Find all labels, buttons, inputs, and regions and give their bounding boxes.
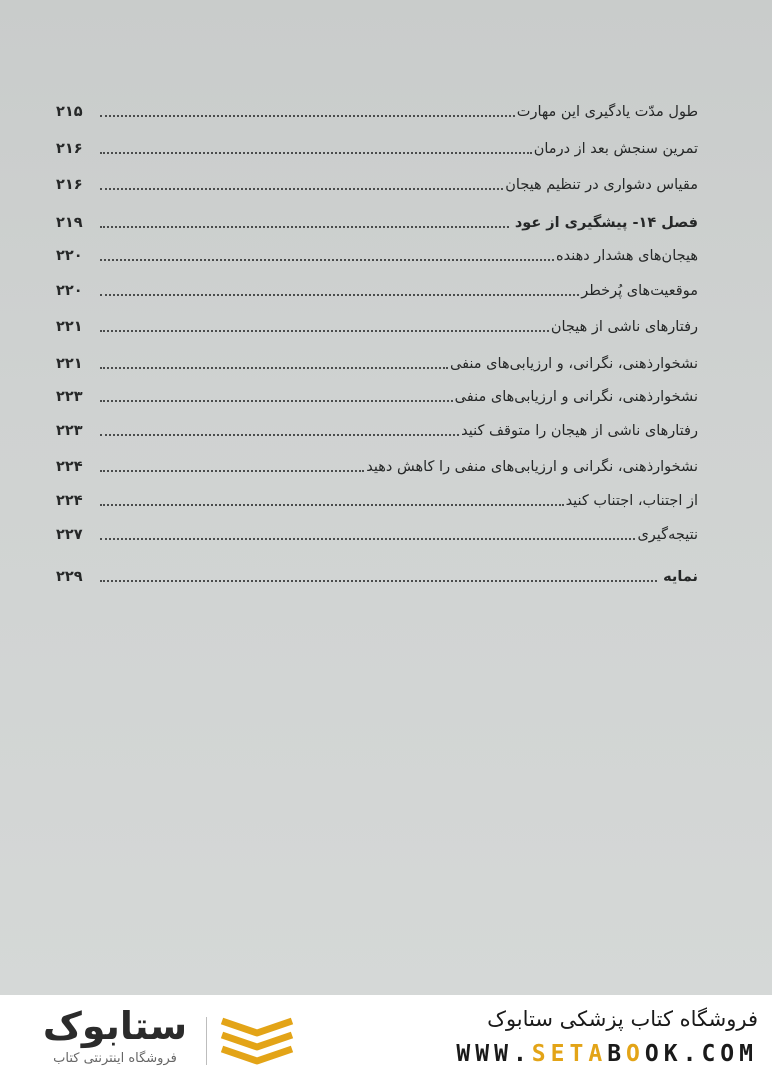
toc-entry-title: مقیاس دشواری در تنظیم هیجان — [505, 177, 698, 193]
dot-leader — [100, 399, 453, 402]
toc-entry-row — [56, 451, 698, 477]
dot-leader — [100, 329, 549, 332]
dot-leader — [100, 114, 515, 117]
dot-leader — [100, 503, 564, 506]
toc-page-number: ۲۲۳ — [56, 423, 83, 439]
toc-page-number: ۲۱۶ — [56, 141, 83, 157]
toc-entry-row — [56, 381, 698, 407]
toc-entry-row — [56, 415, 698, 441]
dot-leader — [100, 579, 657, 582]
toc-entry-title: نشخوارذهنی، نگرانی و ارزیابی‌های منفی — [454, 389, 698, 405]
toc-entry-row — [56, 311, 698, 337]
toc-page-number: ۲۲۰ — [56, 248, 83, 264]
toc-entry-row — [56, 169, 698, 195]
url-prefix: WWW. — [456, 1041, 532, 1067]
url-middle: B — [607, 1041, 627, 1067]
toc-entry-row — [56, 519, 698, 545]
dot-leader — [100, 225, 509, 228]
toc-page-number: ۲۲۴ — [56, 459, 83, 475]
toc-entry-title: رفتارهای ناشی از هیجان — [550, 319, 698, 335]
toc-page-number: ۲۱۹ — [56, 215, 83, 231]
toc-entry-title: از اجتناب، اجتناب کنید — [565, 493, 698, 509]
brand-tagline: فروشگاه اینترنتی کتاب — [53, 1051, 177, 1066]
dot-leader — [100, 293, 579, 296]
toc-chapter-row — [56, 561, 698, 587]
toc-entry-row — [56, 240, 698, 266]
dot-leader — [100, 469, 364, 472]
logo-divider — [206, 1017, 207, 1065]
brand-logo-text: ستابوک — [42, 1004, 188, 1048]
toc-page-number: ۲۲۱ — [56, 319, 83, 335]
toc-entry-row — [56, 275, 698, 301]
toc-entry-row — [56, 133, 698, 159]
store-name: فروشگاه کتاب پزشکی ستابوک — [487, 1007, 758, 1031]
toc-page-number: ۲۱۵ — [56, 104, 83, 120]
dot-leader — [100, 187, 503, 190]
toc-page-number: ۲۱۶ — [56, 177, 83, 193]
toc-entry-title: فصل ۱۴- پیشگیری از عود — [514, 215, 698, 231]
url-highlight-1: SETA — [531, 1041, 608, 1067]
toc-entry-title: نتیجه‌گیری — [637, 527, 698, 543]
dot-leader — [100, 433, 459, 436]
dot-leader — [100, 258, 554, 261]
toc-entry-title: نشخوارذهنی، نگرانی و ارزیابی‌های منفی را کاهش دهید — [366, 459, 698, 475]
toc-chapter-row — [56, 207, 698, 233]
toc-entry-title: رفتارهای ناشی از هیجان را متوقف کنید — [461, 423, 698, 439]
dot-leader — [100, 151, 532, 154]
toc-entry-title: موقعیت‌های پُرخطر — [581, 283, 698, 299]
toc-entry-title: نشخوارذهنی، نگرانی، و ارزیابی‌های منفی — [450, 356, 698, 372]
toc-entry-row — [56, 485, 698, 511]
toc-page-number: ۲۲۷ — [56, 527, 83, 543]
toc-entry-row — [56, 96, 698, 122]
toc-entry-title: طول مدّت یادگیری این مهارت — [516, 104, 698, 120]
dot-leader — [100, 366, 448, 369]
toc-page-number: ۲۲۳ — [56, 389, 83, 405]
url-highlight-2: O — [626, 1041, 645, 1067]
toc-page-number: ۲۲۹ — [56, 569, 83, 585]
toc-page-number: ۲۲۱ — [56, 356, 83, 372]
store-url[interactable] — [456, 1041, 758, 1067]
url-suffix: OK.COM — [644, 1041, 758, 1067]
toc-entry-row — [56, 348, 698, 374]
toc-page-number: ۲۲۰ — [56, 283, 83, 299]
toc-entry-title: هیجان‌های هشدار دهنده — [556, 248, 698, 264]
toc-page-number: ۲۲۴ — [56, 493, 83, 509]
book-stack-logo-icon — [218, 1013, 296, 1069]
dot-leader — [100, 537, 635, 540]
toc-entry-title: نمایه — [663, 569, 698, 585]
store-footer — [0, 995, 772, 1080]
toc-entry-title: تمرین سنجش بعد از درمان — [533, 141, 698, 157]
